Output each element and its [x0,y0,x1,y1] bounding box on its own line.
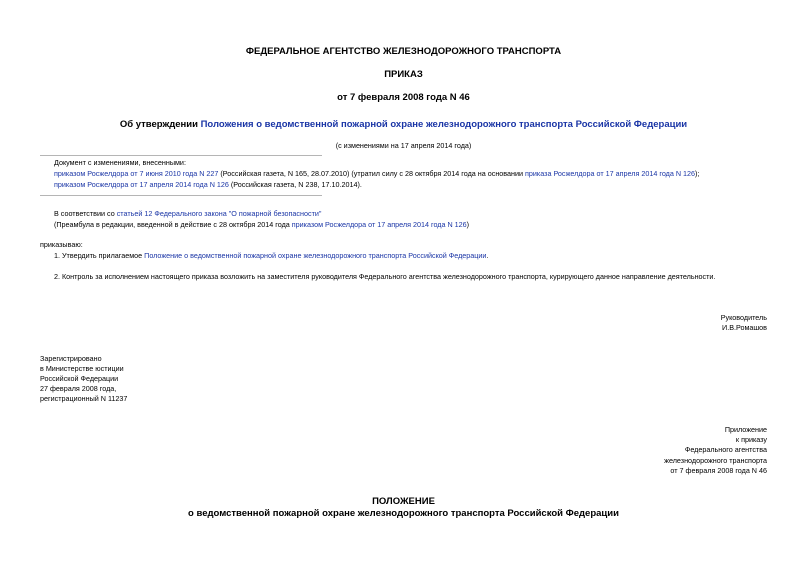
change-link-2010[interactable]: приказом Росжелдора от 7 июня 2010 года N 227 [54,169,219,178]
fire-safety-law-link[interactable]: статьей 12 Федерального закона "О пожарной безопасности" [116,209,322,218]
order-item-1 [54,251,488,260]
agency-name: ФЕДЕРАЛЬНОЕ АГЕНТСТВО ЖЕЛЕЗНОДОРОЖНОГО ТРАНСПОРТА [245,46,562,57]
title-prefix: Об утверждении [119,119,201,130]
order-item-2: 2. Контроль за исполнением настоящего приказа возложить на заместителя руководителя Федерального агентства железнодорожного транспорта, курирующего данное направление деятельности. [54,272,716,281]
preamble [54,209,321,218]
preamble-note [54,220,469,229]
appendix-line-2: к приказу [735,435,767,444]
changes-intro: Документ с изменениями, внесенными: [54,158,186,167]
divider-bottom [40,195,322,196]
title-link[interactable]: Положения о ведомственной пожарной охране железнодорожного транспорта Российской Федерации [200,119,688,130]
order-verb: приказываю: [40,240,83,249]
changes-line-2 [54,180,362,189]
regulation-subtitle: о ведомственной пожарной охране железнодорожного транспорта Российской Федерации [188,508,619,519]
regulation-title: ПОЛОЖЕНИЕ [372,496,435,507]
edition-note: (с изменениями на 17 апреля 2014 года) [335,141,472,150]
appendix-line-4: железнодорожного транспорта [664,456,767,465]
preamble-note-end: ) [466,220,470,229]
registration-line-2: в Министерстве юстиции [40,364,124,373]
appendix-line-5: от 7 февраля 2008 года N 46 [670,466,767,475]
change-text-2010: (Российская газета, N 165, 28.07.2010) (утратил силу с 28 октября 2014 года на основании [218,169,526,178]
registration-line-3: Российской Федерации [40,374,119,383]
preamble-note-link[interactable]: приказом Росжелдора от 17 апреля 2014 года N 126 [291,220,467,229]
registration-line-4: 27 февраля 2008 года, [40,384,117,393]
regulation-link[interactable]: Положение о ведомственной пожарной охране железнодорожного транспорта Российской Федерации [144,251,487,260]
document-date-number: от 7 февраля 2008 года N 46 [337,92,470,103]
signatory-position: Руководитель [720,313,767,322]
divider-top [40,155,322,156]
document-type: ПРИКАЗ [384,69,423,80]
preamble-note-text: (Преамбула в редакции, введенной в действие с 28 октября 2014 года [54,220,292,229]
change-link-2014[interactable]: приказом Росжелдора от 17 апреля 2014 года N 126 [54,180,229,189]
order-item-1-end: . [486,251,489,260]
change-text-2014: (Российская газета, N 238, 17.10.2014). [228,180,362,189]
change-end-2010: ); [695,169,700,178]
change-link-2014-basis[interactable]: приказа Росжелдора от 17 апреля 2014 года N 126 [525,169,696,178]
order-item-1-text: 1. Утвердить прилагаемое [54,251,145,260]
appendix-line-1: Приложение [724,425,767,434]
preamble-text: В соответствии со [54,209,117,218]
document-title [0,119,807,130]
appendix-line-3: Федерального агентства [684,445,767,454]
signatory-name: И.В.Ромашов [722,323,767,332]
changes-line-1 [54,169,699,178]
registration-line-5: регистрационный N 11237 [40,394,128,403]
registration-line-1: Зарегистрировано [40,354,102,363]
